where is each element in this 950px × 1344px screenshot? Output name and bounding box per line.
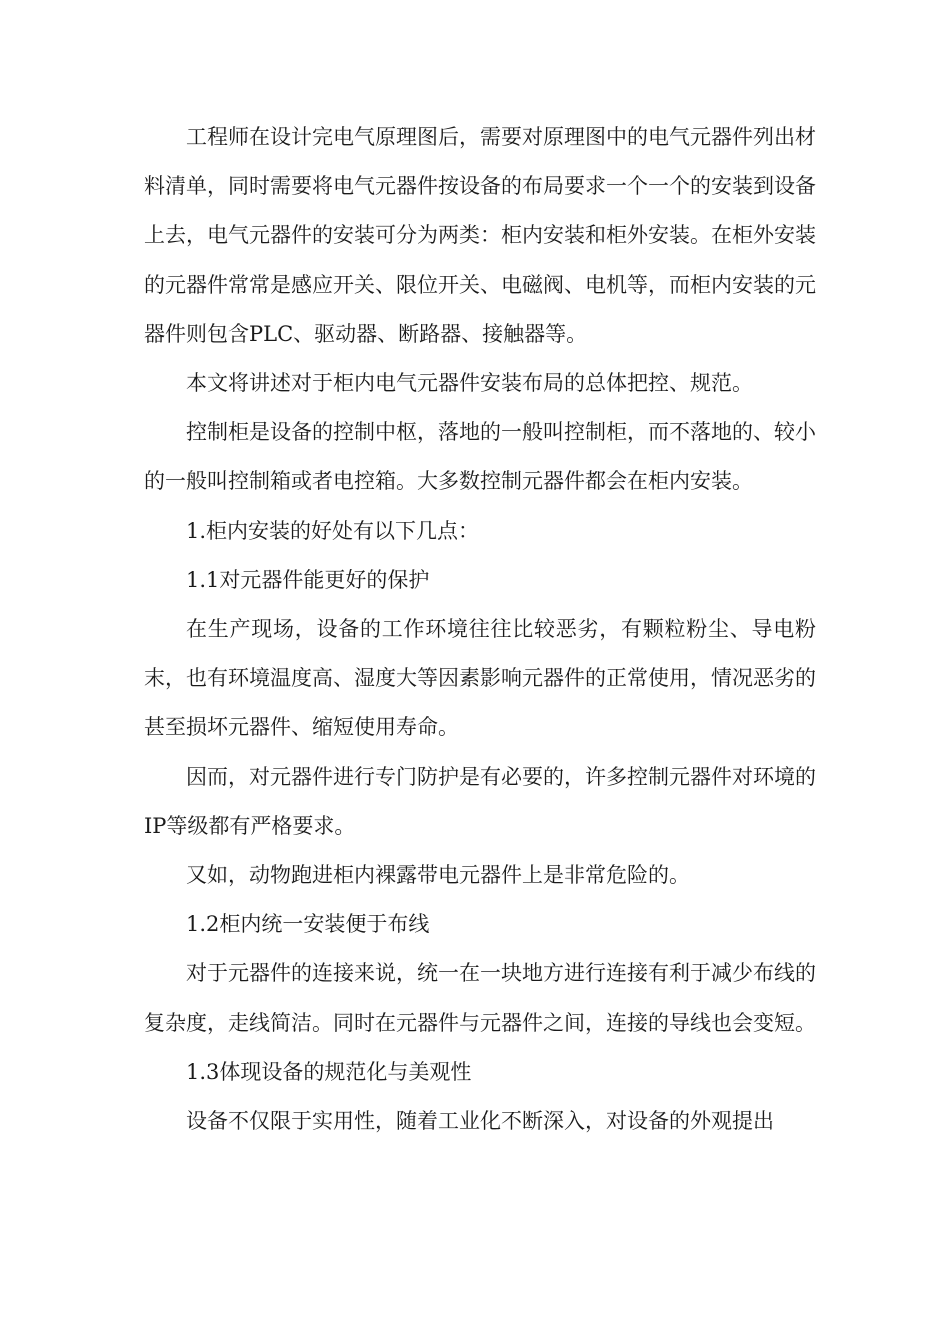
paragraph-wiring: 对于元器件的连接来说，统一在一块地方进行连接有利于减少布线的复杂度，走线简洁。同时在元器件与元器件之间，连接的导线也会变短。: [144, 961, 816, 1035]
section-heading-1-2: 1.2柜内统一安装便于布线: [186, 912, 430, 937]
paragraph-appearance: 设备不仅限于实用性，随着工业化不断深入，对设备的外观提出: [186, 1109, 774, 1134]
paragraph-control-cabinet: 控制柜是设备的控制中枢，落地的一般叫控制柜，而不落地的、较小的一般叫控制箱或者电控箱。大多数控制元器件都会在柜内安装。: [144, 420, 816, 494]
paragraph-protection: 因而，对元器件进行专门防护是有必要的，许多控制元器件对环境的IP等级都有严格要求。: [144, 764, 816, 838]
section-heading-1-1: 1.1对元器件能更好的保护: [186, 567, 430, 592]
paragraph-animals: 又如，动物跑进柜内裸露带电元器件上是非常危险的。: [186, 863, 690, 888]
section-heading-1-3: 1.3体现设备的规范化与美观性: [186, 1059, 472, 1084]
paragraph-environment: 在生产现场，设备的工作环境往往比较恶劣，有颗粒粉尘、导电粉末，也有环境温度高、湿度大等因素影响元器件的正常使用，情况恶劣的甚至损坏元器件、缩短使用寿命。: [144, 617, 816, 740]
section-heading-1: 1.柜内安装的好处有以下几点：: [186, 518, 480, 543]
paragraph-scope: 本文将讲述对于柜内电气元器件安装布局的总体把控、规范。: [186, 371, 753, 396]
document-body: [144, 113, 816, 1146]
paragraph-intro: 工程师在设计完电气原理图后，需要对原理图中的电气元器件列出材料清单，同时需要将电气元器件按设备的布局要求一个一个的安装到设备上去，电气元器件的安装可分为两类：柜内安装和柜外安装。在柜外安装的元器件常常是感应开关、限位开关、电磁阀、电机等，而柜内安装的元器件则包含PLC、驱动器、断路器、接触器等。: [144, 125, 816, 346]
